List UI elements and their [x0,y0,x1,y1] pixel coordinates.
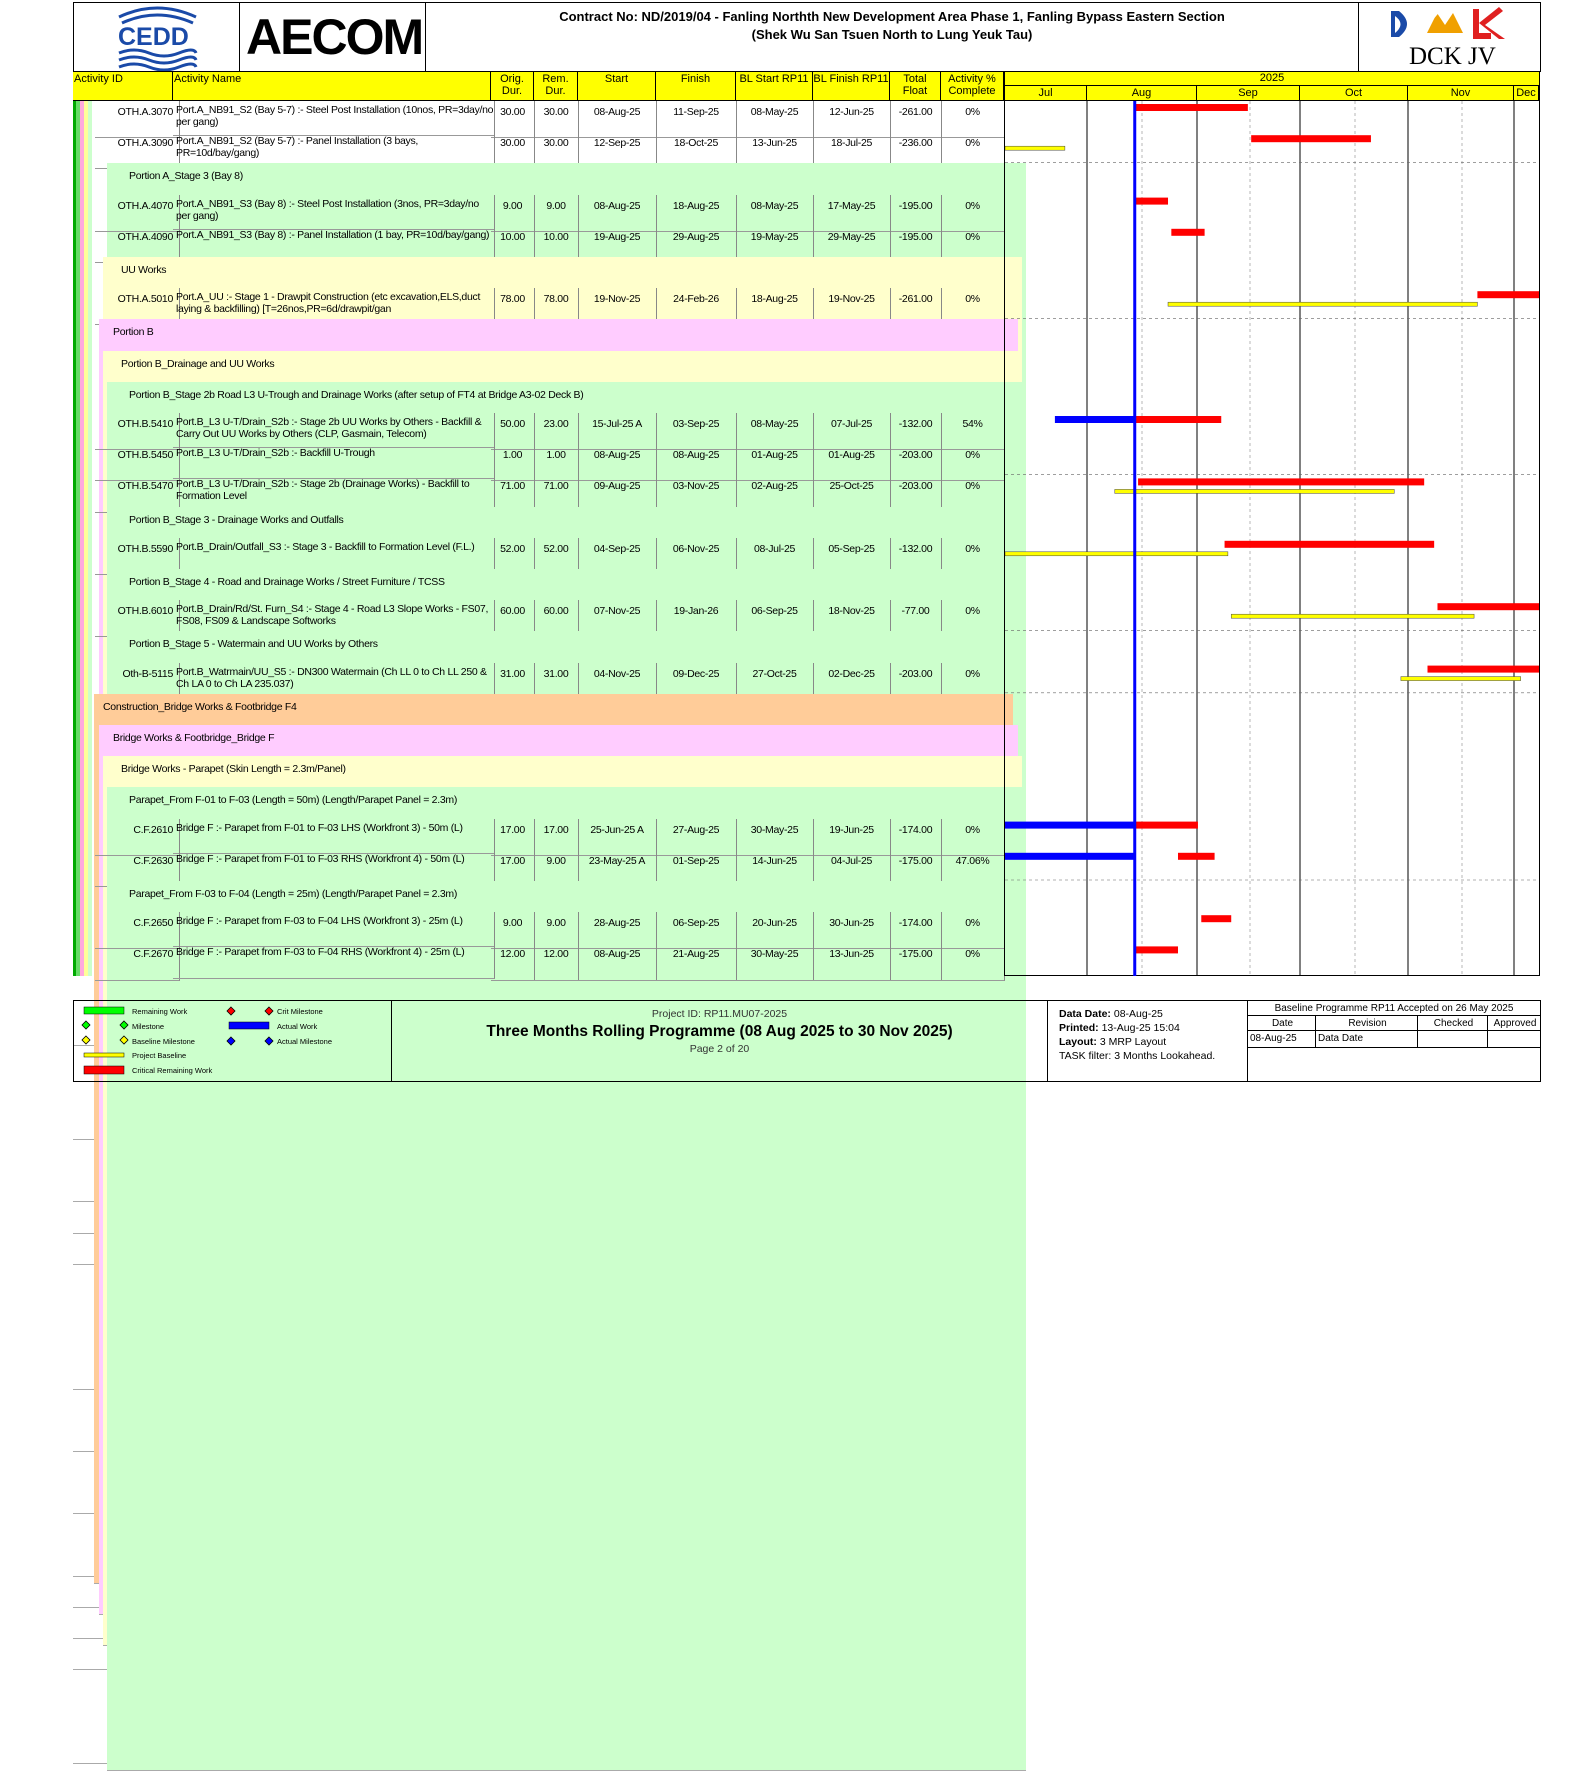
activity-row[interactable] [73,943,1004,974]
cell-orig: 60.00 [491,600,535,637]
actual-bar [1055,416,1135,423]
col-orig-dur[interactable]: Orig. Dur. [491,72,534,101]
cell-finish: 08-Aug-25 [656,444,737,481]
cell-start: 08-Aug-25 [578,943,657,980]
cell-start: 23-May-25 A [578,850,657,887]
cell-pct: 0% [941,132,1005,169]
cell-rem: 9.00 [534,195,579,232]
cell-pct: 0% [941,538,1005,575]
cell-finish: 18-Aug-25 [656,195,737,232]
revision-header [1248,1016,1540,1031]
contract-line-1: Contract No: ND/2019/04 - Fanling Northth New Development Area Phase 1, Fanling Bypass Eastern Section [559,9,1225,24]
cell-float: -195.00 [890,195,942,232]
cell-blstart: 19-May-25 [736,226,814,263]
cell-pct: 0% [941,444,1005,481]
cell-blstart: 08-Jul-25 [736,538,814,575]
baseline-bar [1231,614,1474,618]
month-label: Aug [1087,86,1197,101]
aecom-logo [240,3,426,71]
cell-pct: 47.06% [941,850,1005,887]
critical-bar [1201,915,1231,922]
cell-rem: 30.00 [534,101,579,138]
critical-bar [1135,198,1168,205]
col-bl-start[interactable]: BL Start RP11 [736,72,813,101]
contract-line-2: (Shek Wu San Tsuen North to Lung Yeuk Tau) [751,27,1033,42]
baseline-title: Baseline Programme RP11 Accepted on 26 May 2025 [1248,1001,1540,1016]
baseline-bar [1005,552,1228,556]
cell-start: 12-Sep-25 [578,132,657,169]
activity-name: Port.B_L3 U-T/Drain_S2b :- Backfill U-Trough [173,444,495,479]
col-bl-finish[interactable]: BL Finish RP11 [813,72,890,101]
cedd-logo [74,3,240,71]
activity-row[interactable] [73,663,1004,694]
cell-finish: 06-Nov-25 [656,538,737,575]
dck-jv-emblem-icon [1359,3,1541,43]
cell-blstart: 18-Aug-25 [736,288,814,325]
cell-pct: 0% [941,663,1005,700]
activity-id: C.F.2650 [95,912,180,949]
cell-orig: 30.00 [491,132,535,169]
rev-cell: 08-Aug-25 [1248,1031,1316,1047]
activity-name: Port.A_NB91_S2 (Bay 5-7) :- Panel Installation (3 bays, PR=10d/bay/gang) [173,132,495,167]
cell-blfinish: 25-Oct-25 [813,475,891,512]
legend-symbols [74,1001,392,1081]
critical-bar [1251,135,1371,142]
month-label: Sep [1197,86,1300,101]
baseline-bar [1115,489,1394,493]
aecom-logo-text: AECOM [246,9,423,65]
cell-orig: 9.00 [491,912,535,949]
rev-header-cell: Checked [1418,1016,1488,1030]
cell-blfinish: 30-Jun-25 [813,912,891,949]
critical-bar [1135,416,1221,423]
baseline-bar [1005,146,1065,150]
legend-actual-work: Actual Work [277,1022,318,1031]
rev-header-cell: Date [1248,1016,1316,1030]
cell-blfinish: 17-May-25 [813,195,891,232]
cell-orig: 71.00 [491,475,535,512]
timescale-year: 2025 [1005,72,1539,86]
activity-name: Bridge F :- Parapet from F-03 to F-04 LHS (Workfront 3) - 25m (L) [173,912,495,947]
critical-bar [1178,853,1215,860]
task-filter: TASK filter: 3 Months Lookahead. [1059,1050,1216,1062]
activity-row[interactable] [73,912,1004,943]
printed-label: Printed: [1059,1022,1099,1034]
cell-float: -203.00 [890,475,942,512]
baseline-bar [1168,302,1477,306]
activity-row[interactable] [73,819,1004,850]
wbs-group-label: Portion A_Stage 3 (Bay 8) [107,163,1026,1053]
cell-finish: 11-Sep-25 [656,101,737,138]
activity-row[interactable] [73,226,1004,257]
cell-start: 28-Aug-25 [578,912,657,949]
cell-blstart: 08-May-25 [736,101,814,138]
cell-orig: 10.00 [491,226,535,263]
activity-name: Port.B_L3 U-T/Drain_S2b :- Stage 2b UU Works by Others - Backfill & Carry Out UU Works by Others (CLP, Gasmain, Telecom) [173,413,495,448]
cell-pct: 0% [941,288,1005,325]
cell-blstart: 08-May-25 [736,195,814,232]
rev-header-cell: Approved [1493,1018,1537,1029]
activity-row[interactable] [73,475,1004,506]
critical-bar [1225,541,1435,548]
activity-name: Port.B_Drain/Outfall_S3 :- Stage 3 - Backfill to Formation Level (F.L.) [173,538,495,573]
activity-id: OTH.A.3090 [95,132,180,169]
col-total-float[interactable]: Total Float [890,72,941,101]
wbs-group-label: Construction_Bridge Works & Footbridge F4 [94,694,1013,1584]
activity-row[interactable] [73,444,1004,475]
cell-start: 09-Aug-25 [578,475,657,512]
critical-bar [1477,291,1539,298]
critical-bar [1135,946,1178,953]
activity-id: Oth-B-5115 [95,663,180,700]
activity-name: Port.B_Drain/Rd/St. Furn_S4 :- Stage 4 - Road L3 Slope Works - FS07, FS08, FS09 & Landscape Softworks [173,600,495,635]
cell-finish: 09-Dec-25 [656,663,737,700]
activity-row[interactable] [73,850,1004,881]
rev-header-cell: Revision [1316,1016,1418,1030]
cell-rem: 52.00 [534,538,579,575]
cell-start: 07-Nov-25 [578,600,657,637]
col-pct-complete[interactable]: Activity % Complete [941,72,1004,101]
cell-orig: 30.00 [491,101,535,138]
cell-finish: 03-Sep-25 [656,413,737,450]
cell-finish: 06-Sep-25 [656,912,737,949]
legend-actual-milestone: Actual Milestone [277,1037,333,1046]
cell-rem: 12.00 [534,943,579,980]
cell-rem: 30.00 [534,132,579,169]
activity-name: Bridge F :- Parapet from F-01 to F-03 RHS (Workfront 4) - 50m (L) [173,850,495,885]
cell-pct: 0% [941,475,1005,512]
cell-float: -203.00 [890,663,942,700]
rev-cell: Data Date [1316,1031,1418,1047]
cell-rem: 23.00 [534,413,579,450]
activity-name: Port.A_NB91_S3 (Bay 8) :- Panel Installation (1 bay, PR=10d/bay/gang) [173,226,495,261]
activity-name: Bridge F :- Parapet from F-01 to F-03 LHS (Workfront 3) - 50m (L) [173,819,495,854]
cell-blfinish: 18-Nov-25 [813,600,891,637]
actual-bar [1005,853,1135,860]
col-start[interactable]: Start [578,72,656,101]
cell-blstart: 08-May-25 [736,413,814,450]
cell-pct: 0% [941,600,1005,637]
cell-pct: 0% [941,819,1005,856]
cell-blfinish: 02-Dec-25 [813,663,891,700]
wbs-group-label: Portion B_Drainage and UU Works [103,351,1022,1241]
cell-pct: 0% [941,912,1005,949]
cell-start: 04-Nov-25 [578,663,657,700]
wbs-group-label: Parapet_From F-01 to F-03 (Length = 50m) (Length/Parapet Panel = 2.3m) [107,787,1026,1677]
project-id: Project ID: RP11.MU07-2025 [651,1008,788,1020]
cell-rem: 78.00 [534,288,579,325]
activity-id: OTH.A.4070 [95,195,180,232]
cell-blfinish: 01-Aug-25 [813,444,891,481]
cell-finish: 19-Jan-26 [656,600,737,637]
cell-pct: 0% [941,195,1005,232]
cell-blfinish: 04-Jul-25 [813,850,891,887]
cell-float: -195.00 [890,226,942,263]
activity-id: OTH.B.5470 [95,475,180,512]
col-activity-name[interactable]: Activity Name [173,72,491,101]
activity-row[interactable] [73,600,1004,631]
wbs-group-label: Portion B_Stage 3 - Drainage Works and Outfalls [107,507,1026,1397]
cell-float: -174.00 [890,819,942,856]
month-label: Jul [1005,86,1087,101]
revision-block [1248,1001,1540,1081]
cell-pct: 54% [941,413,1005,450]
cell-blfinish: 05-Sep-25 [813,538,891,575]
cell-blstart: 30-May-25 [736,819,814,856]
activity-name: Port.A_NB91_S2 (Bay 5-7) :- Steel Post Installation (10nos, PR=3day/no per gang) [173,101,495,136]
rev-cell [1488,1031,1540,1047]
cell-blfinish: 29-May-25 [813,226,891,263]
cell-finish: 27-Aug-25 [656,819,737,856]
cell-orig: 9.00 [491,195,535,232]
report-footer [73,1000,1541,1082]
legend-remaining: Remaining Work [132,1007,188,1016]
dck-jv-text: DCK JV [1409,43,1496,70]
cell-orig: 17.00 [491,850,535,887]
wbs-group-label: Bridge Works - Parapet (Skin Length = 2.3m/Panel) [103,756,1022,1646]
contract-title [426,3,1358,71]
activity-name: Bridge F :- Parapet from F-03 to F-04 RHS (Workfront 4) - 25m (L) [173,943,495,978]
cell-blstart: 30-May-25 [736,943,814,980]
cell-orig: 78.00 [491,288,535,325]
wbs-group-label: Portion B_Stage 4 - Road and Drainage Works / Street Furniture / TCSS [107,569,1026,1459]
cell-float: -203.00 [890,444,942,481]
cell-float: -236.00 [890,132,942,169]
cell-orig: 50.00 [491,413,535,450]
cell-blfinish: 18-Jul-25 [813,132,891,169]
activity-id: C.F.2630 [95,850,180,887]
cell-float: -261.00 [890,288,942,325]
printed-date: 13-Aug-25 15:04 [1101,1022,1180,1034]
cell-float: -174.00 [890,912,942,949]
activity-row[interactable] [73,413,1004,444]
page-number: Page 2 of 20 [689,1043,750,1055]
activity-table [73,72,1004,976]
cell-start: 25-Jun-25 A [578,819,657,856]
activity-id: OTH.B.6010 [95,600,180,637]
legend-baseline-milestone: Baseline Milestone [132,1037,195,1046]
month-label: Nov [1408,86,1514,101]
revision-row [1248,1031,1540,1048]
cell-start: 19-Aug-25 [578,226,657,263]
baseline-bar [1401,677,1521,681]
cell-orig: 52.00 [491,538,535,575]
cell-pct: 0% [941,101,1005,138]
cell-orig: 17.00 [491,819,535,856]
col-rem-dur[interactable]: Rem. Dur. [534,72,578,101]
activity-id: OTH.B.5410 [95,413,180,450]
legend-critical: Critical Remaining Work [132,1066,213,1075]
cedd-logo-text: CEDD [118,23,189,51]
cell-rem: 10.00 [534,226,579,263]
col-finish[interactable]: Finish [656,72,736,101]
critical-bar [1428,666,1539,673]
cell-start: 08-Aug-25 [578,195,657,232]
cell-rem: 9.00 [534,912,579,949]
cell-rem: 17.00 [534,819,579,856]
cell-start: 08-Aug-25 [578,444,657,481]
col-activity-id[interactable]: Activity ID [73,72,173,101]
report-header [73,2,1541,72]
activity-name: Port.B_L3 U-T/Drain_S2b :- Stage 2b (Drainage Works) - Backfill to Formation Level [173,475,495,510]
activity-id: OTH.A.4090 [95,226,180,263]
footer-title-block [392,1001,1048,1081]
wbs-group-label: Portion B_Stage 5 - Watermain and UU Works by Others [107,631,1026,1521]
critical-bar [1135,104,1248,111]
cell-pct: 0% [941,943,1005,980]
critical-bar [1437,603,1539,610]
cell-blfinish: 07-Jul-25 [813,413,891,450]
cell-orig: 31.00 [491,663,535,700]
cell-rem: 31.00 [534,663,579,700]
activity-id: OTH.B.5590 [95,538,180,575]
cell-orig: 1.00 [491,444,535,481]
cell-finish: 18-Oct-25 [656,132,737,169]
activity-row[interactable] [73,101,1004,132]
cell-float: -175.00 [890,850,942,887]
cell-blstart: 27-Oct-25 [736,663,814,700]
cell-float: -175.00 [890,943,942,980]
cell-float: -77.00 [890,600,942,637]
activity-name: Port.B_Watrmain/UU_S5 :- DN300 Watermain (Ch LL 0 to Ch LL 250 & Ch LA 0 to Ch LA 235.037) [173,663,495,698]
wbs-group-label: Portion B_Stage 2b Road L3 U-Trough and Drainage Works (after setup of FT4 at Bridge A3-02 Deck B) [107,382,1026,1272]
activity-row[interactable] [73,288,1004,319]
legend-crit-milestone: Crit Milestone [277,1007,323,1016]
programme-title: Three Months Rolling Programme (08 Aug 2025 to 30 Nov 2025) [486,1023,953,1040]
critical-bar [1138,478,1424,485]
cell-start: 04-Sep-25 [578,538,657,575]
data-date: 08-Aug-25 [1113,1008,1163,1020]
cell-float: -132.00 [890,413,942,450]
cell-blstart: 14-Jun-25 [736,850,814,887]
legend-milestone: Milestone [132,1022,165,1031]
activity-id: OTH.A.3070 [95,101,180,138]
activity-id: OTH.B.5450 [95,444,180,481]
activity-id: C.F.2670 [95,943,180,980]
activity-id: C.F.2610 [95,819,180,856]
critical-bar [1135,822,1198,829]
cell-rem: 60.00 [534,600,579,637]
cell-blstart: 06-Sep-25 [736,600,814,637]
wbs-group-label: Bridge Works & Footbridge_Bridge F [99,725,1018,1615]
critical-bar [1171,229,1204,236]
cell-float: -261.00 [890,101,942,138]
cell-blstart: 13-Jun-25 [736,132,814,169]
wbs-group-label: Parapet_From F-03 to F-04 (Length = 25m) (Length/Parapet Panel = 2.3m) [107,881,1026,1771]
activity-row[interactable] [73,195,1004,226]
cell-blfinish: 19-Nov-25 [813,288,891,325]
data-date-block [1048,1001,1248,1081]
gantt-chart [1004,72,1540,976]
activity-name: Port.A_NB91_S3 (Bay 8) :- Steel Post Installation (3nos, PR=3day/no per gang) [173,195,495,230]
cell-blstart: 01-Aug-25 [736,444,814,481]
dck-jv-logo [1358,3,1540,71]
month-label: Oct [1300,86,1408,101]
cell-blfinish: 12-Jun-25 [813,101,891,138]
cell-blstart: 20-Jun-25 [736,912,814,949]
cell-finish: 24-Feb-26 [656,288,737,325]
actual-bar [1005,822,1135,829]
layout-label: Layout: [1059,1036,1097,1048]
legend-project-baseline: Project Baseline [132,1051,187,1060]
cell-finish: 01-Sep-25 [656,850,737,887]
cell-rem: 1.00 [534,444,579,481]
gantt-bars [1005,72,1539,976]
cell-start: 08-Aug-25 [578,101,657,138]
cell-start: 19-Nov-25 [578,288,657,325]
activity-id: OTH.A.5010 [95,288,180,325]
activity-row[interactable] [73,538,1004,569]
cell-finish: 21-Aug-25 [656,943,737,980]
layout-name: 3 MRP Layout [1099,1036,1167,1048]
data-date-label: Data Date: [1059,1008,1111,1020]
cell-blstart: 02-Aug-25 [736,475,814,512]
wbs-group-label: UU Works [103,257,1022,1147]
cell-start: 15-Jul-25 A [578,413,657,450]
cell-blfinish: 13-Jun-25 [813,943,891,980]
activity-row[interactable] [73,132,1004,163]
cell-orig: 12.00 [491,943,535,980]
cell-float: -132.00 [890,538,942,575]
table-body [73,101,1004,976]
cell-rem: 9.00 [534,850,579,887]
month-label: Dec [1514,86,1539,101]
table-header [73,72,1004,101]
legend [74,1001,392,1081]
cell-finish: 29-Aug-25 [656,226,737,263]
cell-blfinish: 19-Jun-25 [813,819,891,856]
cell-rem: 71.00 [534,475,579,512]
wbs-group-label: Portion B [99,319,1018,1209]
activity-name: Port.A_UU :- Stage 1 - Drawpit Construction (etc excavation,ELS,duct laying & backfilling) [T=26nos,PR=6d/drawpit/gan [173,288,495,323]
cell-finish: 03-Nov-25 [656,475,737,512]
rev-cell [1418,1031,1488,1047]
cell-pct: 0% [941,226,1005,263]
